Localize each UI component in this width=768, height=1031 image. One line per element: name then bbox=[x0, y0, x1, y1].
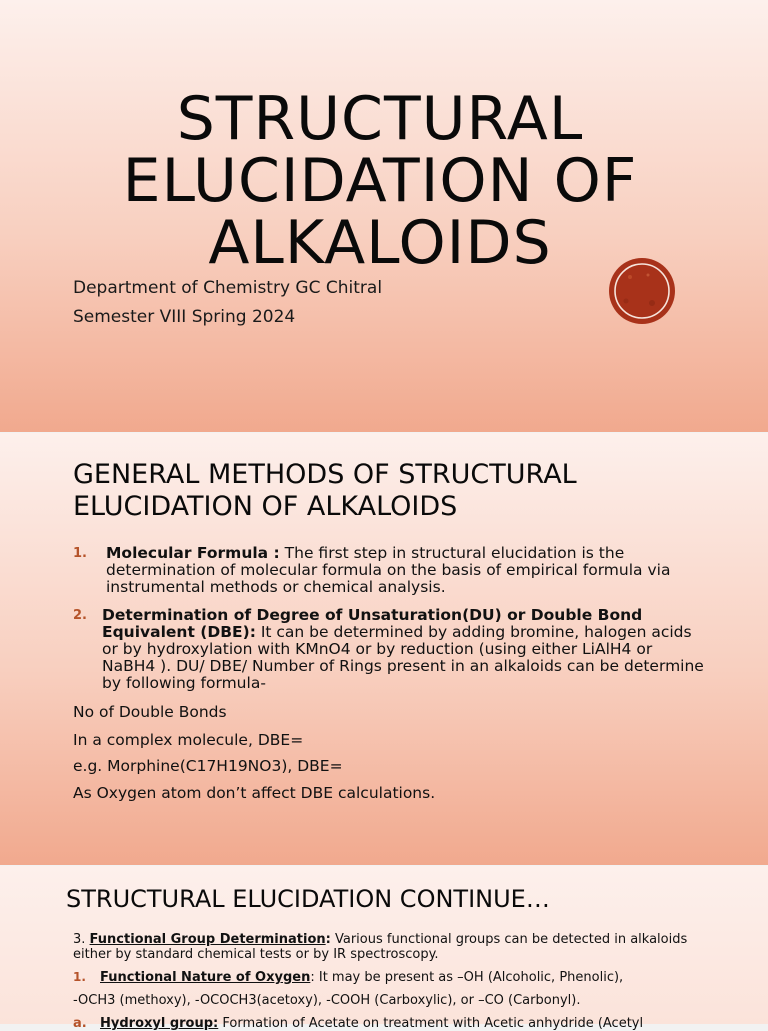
list-heading: Determination of Degree of Unsaturation(DU) or Double Bond Equivalent (DBE): bbox=[102, 606, 643, 641]
list-heading: Functional Group Determination bbox=[89, 932, 326, 947]
presentation-title: STRUCTURAL ELUCIDATION OF ALKALOIDS bbox=[122, 84, 638, 278]
list-number: 1. bbox=[73, 970, 86, 984]
list-text: : It may be present as –OH (Alcoholic, Phenolic), bbox=[310, 970, 624, 985]
list-heading: Functional Nature of Oxygen bbox=[100, 970, 311, 985]
text-line: No of Double Bonds bbox=[73, 703, 227, 721]
list-number: 2. bbox=[73, 608, 87, 623]
text-line: -OCH3 (methoxy), -OCOCH3(acetoxy), -COOH (Carboxylic), or –CO (Carbonyl). bbox=[73, 993, 581, 1008]
list-item: 3. Functional Group Determination: Various functional groups can be detected in alkaloids either by standard chemical tests or by IR spectroscopy. bbox=[73, 932, 688, 962]
text-line: In a complex molecule, DBE= bbox=[73, 731, 304, 749]
list-text: Formation of Acetate on treatment with Acetic anhydride (Acetyl bbox=[218, 1016, 644, 1031]
title-slide bbox=[0, 0, 768, 432]
continue-title: STRUCTURAL ELUCIDATION CONTINUE… bbox=[66, 885, 550, 913]
list-heading: Molecular Formula : bbox=[106, 544, 280, 562]
decorative-circle-icon bbox=[608, 257, 676, 325]
list-text: Various functional groups can be detected in alkaloids either by standard chemical tests or by IR spectroscopy. bbox=[73, 932, 688, 962]
text-line: As Oxygen atom don’t affect DBE calculations. bbox=[73, 784, 436, 802]
text-line: e.g. Morphine(C17H19NO3), DBE= bbox=[73, 757, 343, 775]
department-subtitle: Department of Chemistry GC Chitral bbox=[73, 278, 383, 298]
list-heading: Hydroxyl group: bbox=[100, 1016, 219, 1031]
semester-subtitle: Semester VIII Spring 2024 bbox=[73, 307, 296, 327]
list-text: It can be determined by adding bromine, halogen acids or by hydroxylation with KMnO4 or by reduction (using either LiAlH4 or NaBH4 ). DU/ DBE/ Number of Rings present in an alkaloids can be determine by following formula- bbox=[102, 623, 704, 692]
list-number: 3. bbox=[73, 932, 90, 947]
list-number: a. bbox=[73, 1016, 87, 1031]
methods-title: GENERAL METHODS OF STRUCTURAL ELUCIDATION OF ALKALOIDS bbox=[73, 459, 577, 522]
list-number: 1. bbox=[73, 546, 87, 561]
list-text: The first step in structural elucidation is the determination of molecular formula on the basis of empirical formula via instrumental methods or chemical analysis. bbox=[106, 544, 671, 596]
